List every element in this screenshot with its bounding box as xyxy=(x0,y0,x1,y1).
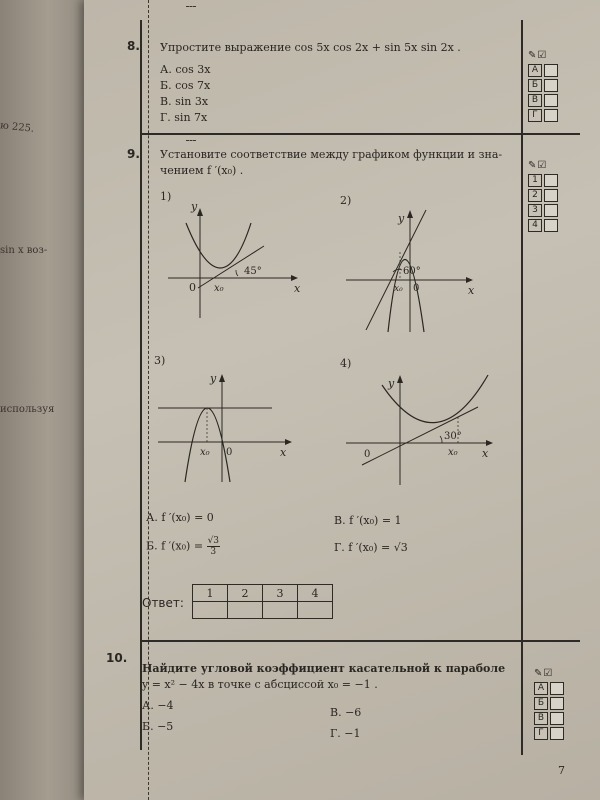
answer-header-cell: 4 xyxy=(298,585,333,602)
answer-letter: А xyxy=(528,64,542,77)
arrow-icon xyxy=(197,208,203,216)
answer-option: Б. −5 xyxy=(142,720,174,733)
y-label: y xyxy=(210,372,217,385)
answer-number: 1 xyxy=(528,174,542,187)
answer-checkbox[interactable] xyxy=(544,94,558,107)
y-label: y xyxy=(398,212,405,225)
y-label: y xyxy=(191,200,198,213)
graph-label: 3) xyxy=(154,354,166,367)
previous-page-edge xyxy=(0,0,88,800)
question-prompt: Упростите выражение cos 5x cos 2x + sin 5x sin 2x . xyxy=(160,41,461,54)
arrow-icon xyxy=(285,439,292,445)
cut-mark xyxy=(186,6,196,7)
answer-input-cell[interactable] xyxy=(228,602,263,619)
workbook-page xyxy=(84,0,600,800)
arrow-icon xyxy=(486,440,493,446)
answer-number: 4 xyxy=(528,219,542,232)
arrow-icon xyxy=(397,375,403,383)
question-number: 9. xyxy=(127,147,140,161)
match-choice: В. f ′(x₀) = 1 xyxy=(334,514,402,527)
fraction-denominator: 3 xyxy=(210,547,217,557)
answer-grid-q8 xyxy=(528,50,558,122)
origin-label: 0 xyxy=(226,447,233,458)
answer-input-cell[interactable] xyxy=(263,602,298,619)
answer-number: 3 xyxy=(528,204,542,217)
angle-label: 45° xyxy=(244,266,262,277)
x0-label: x₀ xyxy=(214,283,224,294)
x-label: x xyxy=(468,284,475,297)
answer-letter: Б xyxy=(534,697,548,710)
checkmark-icon: ✎☑ xyxy=(528,50,548,61)
answer-header-cell: 1 xyxy=(193,585,228,602)
answer-option: Г. −1 xyxy=(330,727,361,740)
checkmark-icon: ✎☑ xyxy=(528,160,548,171)
x-label: x xyxy=(280,446,287,459)
answer-header-cell: 2 xyxy=(228,585,263,602)
question-number: 10. xyxy=(106,651,128,665)
answer-option: А. cos 3x xyxy=(160,63,211,76)
left-fragment: используя xyxy=(0,404,55,415)
answer-header-cell: 3 xyxy=(263,585,298,602)
question-number: 8. xyxy=(127,39,140,53)
match-choice xyxy=(146,536,220,557)
question-divider xyxy=(140,640,580,642)
arrow-icon xyxy=(291,275,298,281)
answer-input-cell[interactable] xyxy=(298,602,333,619)
answer-checkbox[interactable] xyxy=(550,712,564,725)
match-choice: А. f ′(x₀) = 0 xyxy=(146,511,214,524)
x0-label: x₀ xyxy=(200,447,210,458)
angle-label: 30° xyxy=(444,431,462,442)
fraction-numerator: √3 xyxy=(207,536,220,546)
answer-number: 2 xyxy=(528,189,542,202)
question-prompt: y = x² − 4x в точке с абсциссой x₀ = −1 . xyxy=(142,678,378,691)
answer-option: В. sin 3x xyxy=(160,95,209,108)
choice-prefix: Б. f ′(x₀) = xyxy=(146,539,204,553)
answer-checkbox[interactable] xyxy=(544,79,558,92)
question-prompt: чением f ′(x₀) . xyxy=(160,164,244,177)
page-number: 7 xyxy=(558,764,565,777)
left-fragment: sin x воз- xyxy=(0,245,48,256)
answer-letter: В xyxy=(528,94,542,107)
graph-2 xyxy=(336,192,486,341)
answer-checkbox[interactable] xyxy=(550,697,564,710)
arrow-icon xyxy=(219,374,225,382)
answer-checkbox[interactable] xyxy=(544,109,558,122)
angle-arc xyxy=(440,436,442,443)
origin-label: 0 xyxy=(189,281,196,294)
parabola xyxy=(185,408,233,482)
answer-letter: Б xyxy=(528,79,542,92)
graph-label: 1) xyxy=(160,190,172,203)
answer-checkbox[interactable] xyxy=(550,682,564,695)
origin-label: 0 xyxy=(364,449,371,460)
graph-label: 2) xyxy=(340,194,352,207)
origin-label: 0 xyxy=(413,283,420,294)
arrow-icon xyxy=(466,277,473,283)
answer-grid-q10 xyxy=(534,668,564,740)
answer-checkbox[interactable] xyxy=(544,189,558,202)
checkmark-icon: ✎☑ xyxy=(534,668,554,679)
graph-4 xyxy=(336,355,496,494)
graph-1 xyxy=(156,188,306,327)
x-label: x xyxy=(482,447,489,460)
answer-option: В. −6 xyxy=(330,706,362,719)
graph-label: 4) xyxy=(340,357,352,370)
answer-letter: В xyxy=(534,712,548,725)
match-choice: Г. f ′(x₀) = √3 xyxy=(334,541,408,554)
answer-table xyxy=(192,584,333,619)
x0-label: x₀ xyxy=(448,447,458,458)
angle-label: 60° xyxy=(403,266,421,277)
y-label: y xyxy=(388,377,395,390)
answer-letter: А xyxy=(534,682,548,695)
answer-option: А. −4 xyxy=(142,699,174,712)
answer-checkbox[interactable] xyxy=(544,219,558,232)
answer-label: Ответ: xyxy=(142,596,184,610)
arrow-icon xyxy=(407,210,413,218)
parabola xyxy=(186,223,251,268)
answer-letter: Г xyxy=(534,727,548,740)
answer-letter: Г xyxy=(528,109,542,122)
right-margin-rule xyxy=(521,20,523,755)
answer-checkbox[interactable] xyxy=(544,174,558,187)
question-divider xyxy=(140,133,580,135)
angle-arc xyxy=(236,270,238,276)
left-fragment: ю 225. xyxy=(0,120,35,135)
answer-grid-q9 xyxy=(528,160,558,232)
cut-mark xyxy=(186,140,196,141)
answer-checkbox[interactable] xyxy=(544,204,558,217)
answer-option: Б. cos 7x xyxy=(160,79,211,92)
answer-option: Г. sin 7x xyxy=(160,111,208,124)
x0-label: x₀ xyxy=(394,284,403,294)
x-label: x xyxy=(294,282,301,295)
question-prompt: Установите соответствие между графиком функции и зна- xyxy=(160,148,503,161)
graph-3 xyxy=(150,352,300,491)
answer-input-cell[interactable] xyxy=(193,602,228,619)
question-prompt: Найдите угловой коэффициент касательной к параболе xyxy=(142,662,506,675)
answer-checkbox[interactable] xyxy=(550,727,564,740)
fraction xyxy=(207,536,220,557)
answer-checkbox[interactable] xyxy=(544,64,558,77)
